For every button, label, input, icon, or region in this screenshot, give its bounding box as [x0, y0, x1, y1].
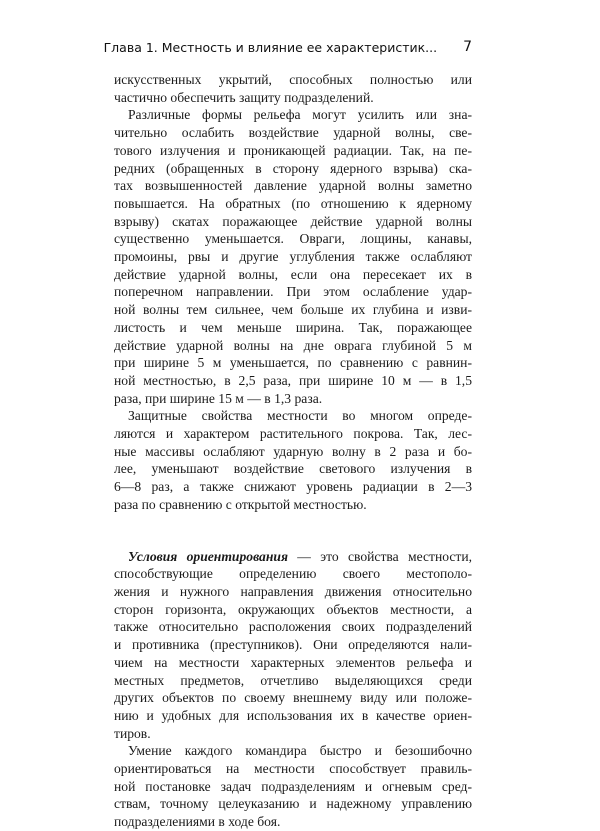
text-line: повышается. На обратных (по отношению к ядерному: [114, 195, 472, 211]
text-line: нию и удобных для использования их в качестве ориен-: [114, 707, 472, 723]
text-line: сторон горизонта, окружающих объектов местности, а: [114, 601, 472, 617]
text-line: поперечном направлении. При этом ослабление удар-: [114, 284, 472, 300]
text-line: искусственных укрытий, способных полностью или: [114, 72, 472, 87]
text-line: Различные формы рельефа могут усилить или зна-: [128, 107, 472, 123]
text-line: Защитные свойства местности во многом опреде-: [128, 408, 472, 424]
text-line: существенно уменьшается. Овраги, лощины, канавы,: [114, 231, 472, 247]
definition-text: — это свойства местности,: [287, 548, 473, 564]
text-line: местных предметов, отчетливо выделяющихся среди: [114, 672, 472, 688]
text-line: промоины, рвы и другие углубления также ослабляют: [114, 249, 472, 265]
text-line: ствам, точному целеуказанию и надежному управлению: [114, 796, 472, 812]
text-line: редних (обращенных в сторону ядерного взрыва) ска-: [114, 160, 472, 176]
section-gap: [114, 514, 472, 548]
text-line: ориентироваться на местности способствует правиль-: [114, 761, 472, 777]
text-line: тиров.: [114, 725, 151, 741]
text-line: также относительно расположения своих подразделений: [114, 619, 472, 635]
text-line: Умение каждого командира быстро и безошибочно: [128, 743, 472, 759]
body-text: [114, 71, 472, 831]
text-line: лее, уменьшают воздействие светового излучения в: [114, 461, 472, 477]
text-line: при ширине 5 м уменьшается, по сравнению с равнин-: [114, 355, 472, 371]
text-line: чием на местности характерных элементов рельефа и: [114, 654, 472, 670]
text-line: взрыву) скатах поражающее действие ударной волны: [114, 213, 472, 229]
text-line: 6—8 раз, а также снижают уровень радиации в 2—3: [114, 479, 472, 495]
text-line: подразделениями в ходе боя.: [114, 814, 281, 830]
text-line: тах возвышенностей давление ударной волны заметно: [114, 178, 472, 194]
text-line: ной местностью, в 2,5 раза, при ширине 10 м — в 1,5: [114, 372, 472, 388]
text-line: и противника (преступников). Они определяются нали-: [114, 637, 472, 653]
text-line: ляются и характером растительного покрова. Так, лес-: [114, 426, 472, 442]
text-line: ной волны тем сильнее, чем больше их глубина и изви-: [114, 302, 472, 318]
text-line: [114, 548, 472, 566]
running-header: [103, 36, 472, 58]
text-line: действие ударной волны на дне оврага глубиной 5 м: [114, 337, 472, 353]
text-line: частично обеспечить защиту подразделений.: [114, 89, 374, 105]
defined-term: Условия ориентирования: [128, 548, 288, 564]
text-line: ной постановке задач подразделениям и огневым сред-: [114, 778, 472, 794]
text-line: тового излучения и проникающей радиации. Так, на пе-: [114, 142, 472, 158]
text-line: раза по сравнению с открытой местностью.: [114, 496, 367, 512]
text-line: жения и нужного направления движения относительно: [114, 583, 472, 599]
page-number: 7: [463, 39, 472, 55]
text-line: способствующие определению своего местополо-: [114, 566, 472, 582]
chapter-title: Глава 1. Местность и влияние ее характеристик...: [103, 39, 438, 55]
text-line: действие ударной волны, если она пересекает их в: [114, 266, 472, 282]
text-line: раза, при ширине 15 м — в 1,3 раза.: [114, 390, 323, 406]
text-line: ные массивы ослабляют ударную волну в 2 раза и бо-: [114, 443, 472, 459]
text-line: других объектов по своему внешнему виду или положе-: [114, 690, 472, 706]
text-line: листость и чем меньше ширина. Так, поражающее: [114, 319, 472, 335]
text-line: чительно ослабить воздействие ударной волны, све-: [114, 125, 472, 141]
